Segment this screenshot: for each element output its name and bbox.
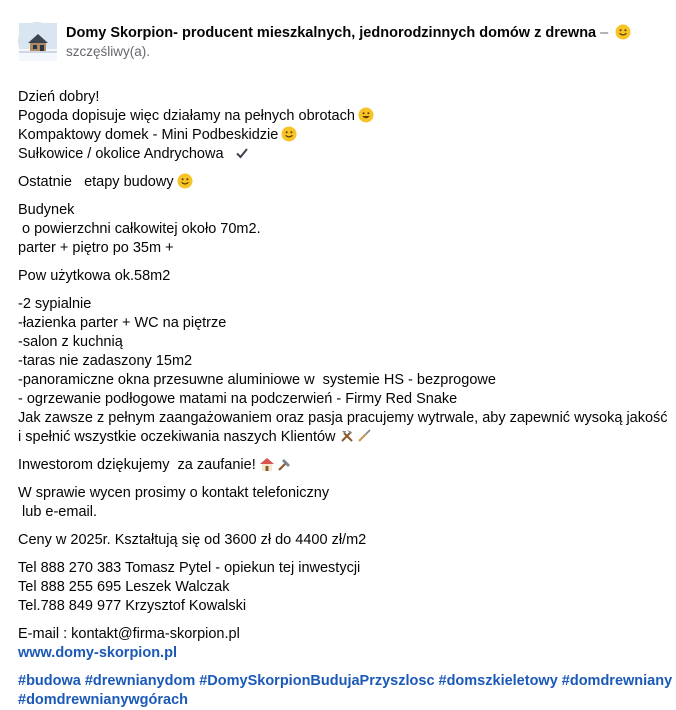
text-line: lub e-email. xyxy=(18,504,97,520)
text-line: parter + piętro po 35m + xyxy=(18,240,174,256)
post-header xyxy=(18,22,638,62)
paragraph-quote-request xyxy=(18,484,648,522)
hammer-icon xyxy=(276,456,292,472)
text-line: - ogrzewanie podłogowe matami na podczerwień - Firmy Red Snake xyxy=(18,391,458,407)
screwdriver-icon xyxy=(356,428,372,444)
text-line: -2 sypialnie xyxy=(18,296,92,312)
hashtag-list xyxy=(18,672,673,710)
smile-emoji-icon xyxy=(177,173,193,189)
text-line: Ostatnie etapy budowy xyxy=(18,173,648,192)
hashtag-link[interactable]: #DomySkorpionBudujaPrzyszlosc xyxy=(199,673,435,689)
paragraph-thanks xyxy=(18,456,648,475)
hammer-pick-icon xyxy=(339,428,355,444)
phone-line: Tel 888 255 695 Leszek Walczak xyxy=(18,579,230,595)
hashtag-link[interactable]: #domdrewniany xyxy=(561,673,673,689)
paragraph-email-web xyxy=(18,625,648,663)
text-line: W sprawie wycen prosimy o kontakt telefoniczny xyxy=(18,485,330,501)
smile-emoji-icon xyxy=(615,24,631,40)
text-line: Sułkowice / okolice Andrychowa xyxy=(18,145,648,164)
post-title xyxy=(66,24,646,41)
check-mark-icon xyxy=(234,145,250,161)
paragraph-features xyxy=(18,295,668,447)
phone-line: Tel 888 270 383 Tomasz Pytel - opiekun tej inwestycji xyxy=(18,560,361,576)
avatar[interactable] xyxy=(18,22,56,60)
paragraph-building xyxy=(18,201,648,258)
text-line: -salon z kuchnią xyxy=(18,334,123,350)
grin-emoji-icon xyxy=(358,107,374,123)
paragraph-contacts xyxy=(18,559,648,616)
text-line: Budynek xyxy=(18,202,75,218)
email-line: E-mail : kontakt@firma-skorpion.pl xyxy=(18,626,240,642)
text-line: Pow użytkowa ok.58m2 xyxy=(18,268,171,284)
hashtag-link[interactable]: #domszkieletowy xyxy=(438,673,558,689)
paragraph-area xyxy=(18,267,648,286)
text-line: Inwestorom dziękujemy za zaufanie! xyxy=(18,456,648,475)
house-icon xyxy=(259,456,275,472)
text-line: i spełnić wszystkie oczekiwania naszych Klientów xyxy=(18,428,648,447)
text-line: o powierzchni całkowitej około 70m2. xyxy=(18,221,261,237)
phone-line: Tel.788 849 977 Krzysztof Kowalski xyxy=(18,598,247,614)
text-line: -taras nie zadaszony 15m2 xyxy=(18,353,193,369)
avatar-house-photo-icon xyxy=(19,23,57,61)
paragraph-greeting xyxy=(18,88,648,164)
website-link[interactable]: www.domy-skorpion.pl xyxy=(18,645,177,661)
text-line: Jak zawsze z pełnym zaangażowaniem oraz pasja pracujemy wytrwale, aby zapewnić wysoką jakość xyxy=(18,410,668,426)
text-line: Dzień dobry! xyxy=(18,89,100,105)
title-separator: – xyxy=(600,25,609,41)
page-name-link[interactable]: Domy Skorpion- producent mieszkalnych, jednorodzinnych domów z drewna xyxy=(66,25,597,41)
hashtag-link[interactable]: #drewnianydom xyxy=(84,673,196,689)
text-line: Kompaktowy domek - Mini Podbeskidzie xyxy=(18,126,648,145)
paragraph-stages xyxy=(18,173,648,192)
text-line: Pogoda dopisuje więc działamy na pełnych obrotach xyxy=(18,107,648,126)
text-line: -panoramiczne okna przesuwne aluminiowe w systemie HS - bezprogowe xyxy=(18,372,496,388)
feeling-status: szczęśliwy(a). xyxy=(66,44,151,59)
smile-emoji-icon xyxy=(281,126,297,142)
text-line: -łazienka parter + WC na piętrze xyxy=(18,315,227,331)
paragraph-prices xyxy=(18,531,648,550)
text-line: Ceny w 2025r. Kształtują się od 3600 zł do 4400 zł/m2 xyxy=(18,532,367,548)
hashtag-link[interactable]: #budowa xyxy=(18,673,81,689)
post-content xyxy=(18,88,673,710)
hashtag-link[interactable]: #domdrewnianywgórach xyxy=(18,692,189,708)
